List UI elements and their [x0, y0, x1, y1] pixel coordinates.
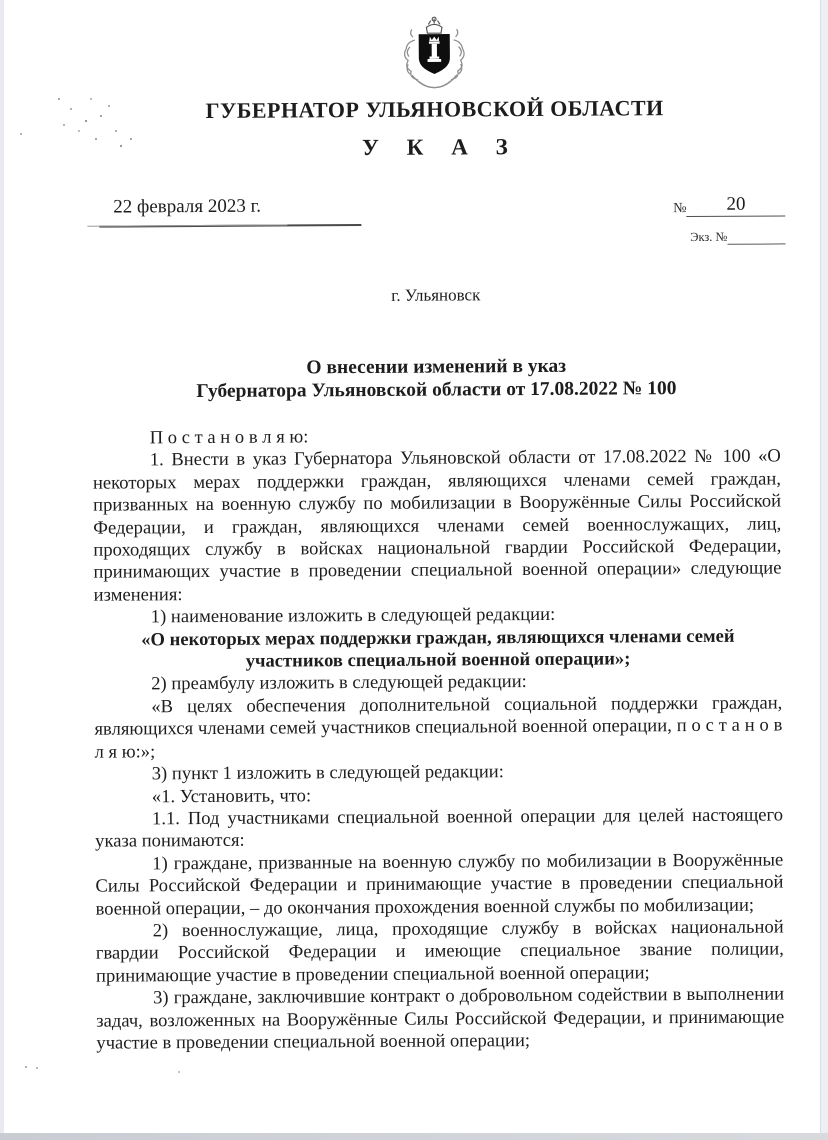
decree-paragraph: 3) граждане, заключившие контракт о добровольном содействии в выполнении задач, возложенных на Вооружённые Силы Российской Федерации, и принимающие участие в проведении специальной военной операции;: [96, 983, 785, 1054]
scan-noise: [58, 98, 60, 100]
decree-paragraph: 2) преамбулу изложить в следующей редакции:: [151, 671, 527, 695]
document-number-block: [673, 194, 785, 245]
copy-number-blank: [727, 231, 785, 244]
number-label: №: [673, 201, 687, 217]
document-title-line1: О внесении изменений в указ: [306, 355, 567, 379]
issuing-authority: ГУБЕРНАТОР УЛЬЯНОВСКОЙ ОБЛАСТИ: [205, 95, 664, 123]
document-title-line2: Губернатора Ульяновской области от 17.08.2022 № 100: [196, 378, 677, 403]
photo-edge-left: [0, 0, 4, 1140]
document-date: 22 февраля 2023 г.: [99, 195, 361, 228]
decree-paragraph: 1) наименование изложить в следующей редакции:: [150, 604, 556, 628]
decree-paragraph: «О некоторых мерах поддержки граждан, являющихся членами семей участников специальной военной операции»;: [141, 625, 735, 672]
coat-of-arms-icon: [400, 13, 468, 93]
decree-paragraph: 1. Внести в указ Губернатора Ульяновской области от 17.08.2022 № 100 «О некоторых мерах поддержки граждан, являющихся членами семей граждан, призванных на военную службу по мобилизации в Вооружённые Силы Российской Федерации, и граждан, являющихся членами семей военнослужащих, лиц, проходящих службу в войсках национальной гвардии Российской Федерации, принимающих участие в проведении специальной военной операции» следующие изменения:: [92, 445, 782, 606]
decree-body: [93, 423, 785, 1055]
decree-paragraph: 2) военнослужащие, лица, проходящие службу в войсках национальной гвардии Российской Федерации и имеющие специальное звание полиции, принимающие участие в проведении специальной военной операции;: [95, 916, 784, 987]
document-meta-row: [91, 192, 779, 266]
copy-number-line: [673, 229, 785, 245]
decree-paragraph: 1) граждане, призванные на военную службу по мобилизации в Вооружённые Силы Российской Федерации и принимающие участие в проведении специальной военной операции, – до окончания прохождения военной службы по мобилизации;: [95, 849, 784, 920]
decree-paragraph: 3) пункт 1 изложить в следующей редакции:: [151, 761, 504, 785]
decree-paragraph: П о с т а н о в л я ю:: [149, 426, 309, 449]
document-title: [92, 353, 780, 403]
photo-edge-bottom: [0, 1133, 828, 1140]
photo-edge-right: [820, 0, 828, 1140]
copy-number-label: Экз. №: [690, 229, 728, 245]
decree-paragraph: 1.1. Под участниками специальной военной операции для целей настоящего указа понимаются:: [95, 804, 784, 852]
document-number-value: 20: [687, 194, 786, 217]
issuing-city: г. Ульяновск: [391, 285, 481, 305]
decree-document: [90, 0, 784, 1055]
scan-noise: [25, 1066, 27, 1068]
document-type-heading: У К А З: [362, 134, 519, 161]
decree-paragraph: «1. Установить, что:: [151, 784, 312, 807]
decree-paragraph: «В целях обеспечения дополнительной социальной поддержки граждан, являющихся членами семей участников специальной военной операции, п о с т а н о в л я ю:»;: [94, 692, 783, 763]
